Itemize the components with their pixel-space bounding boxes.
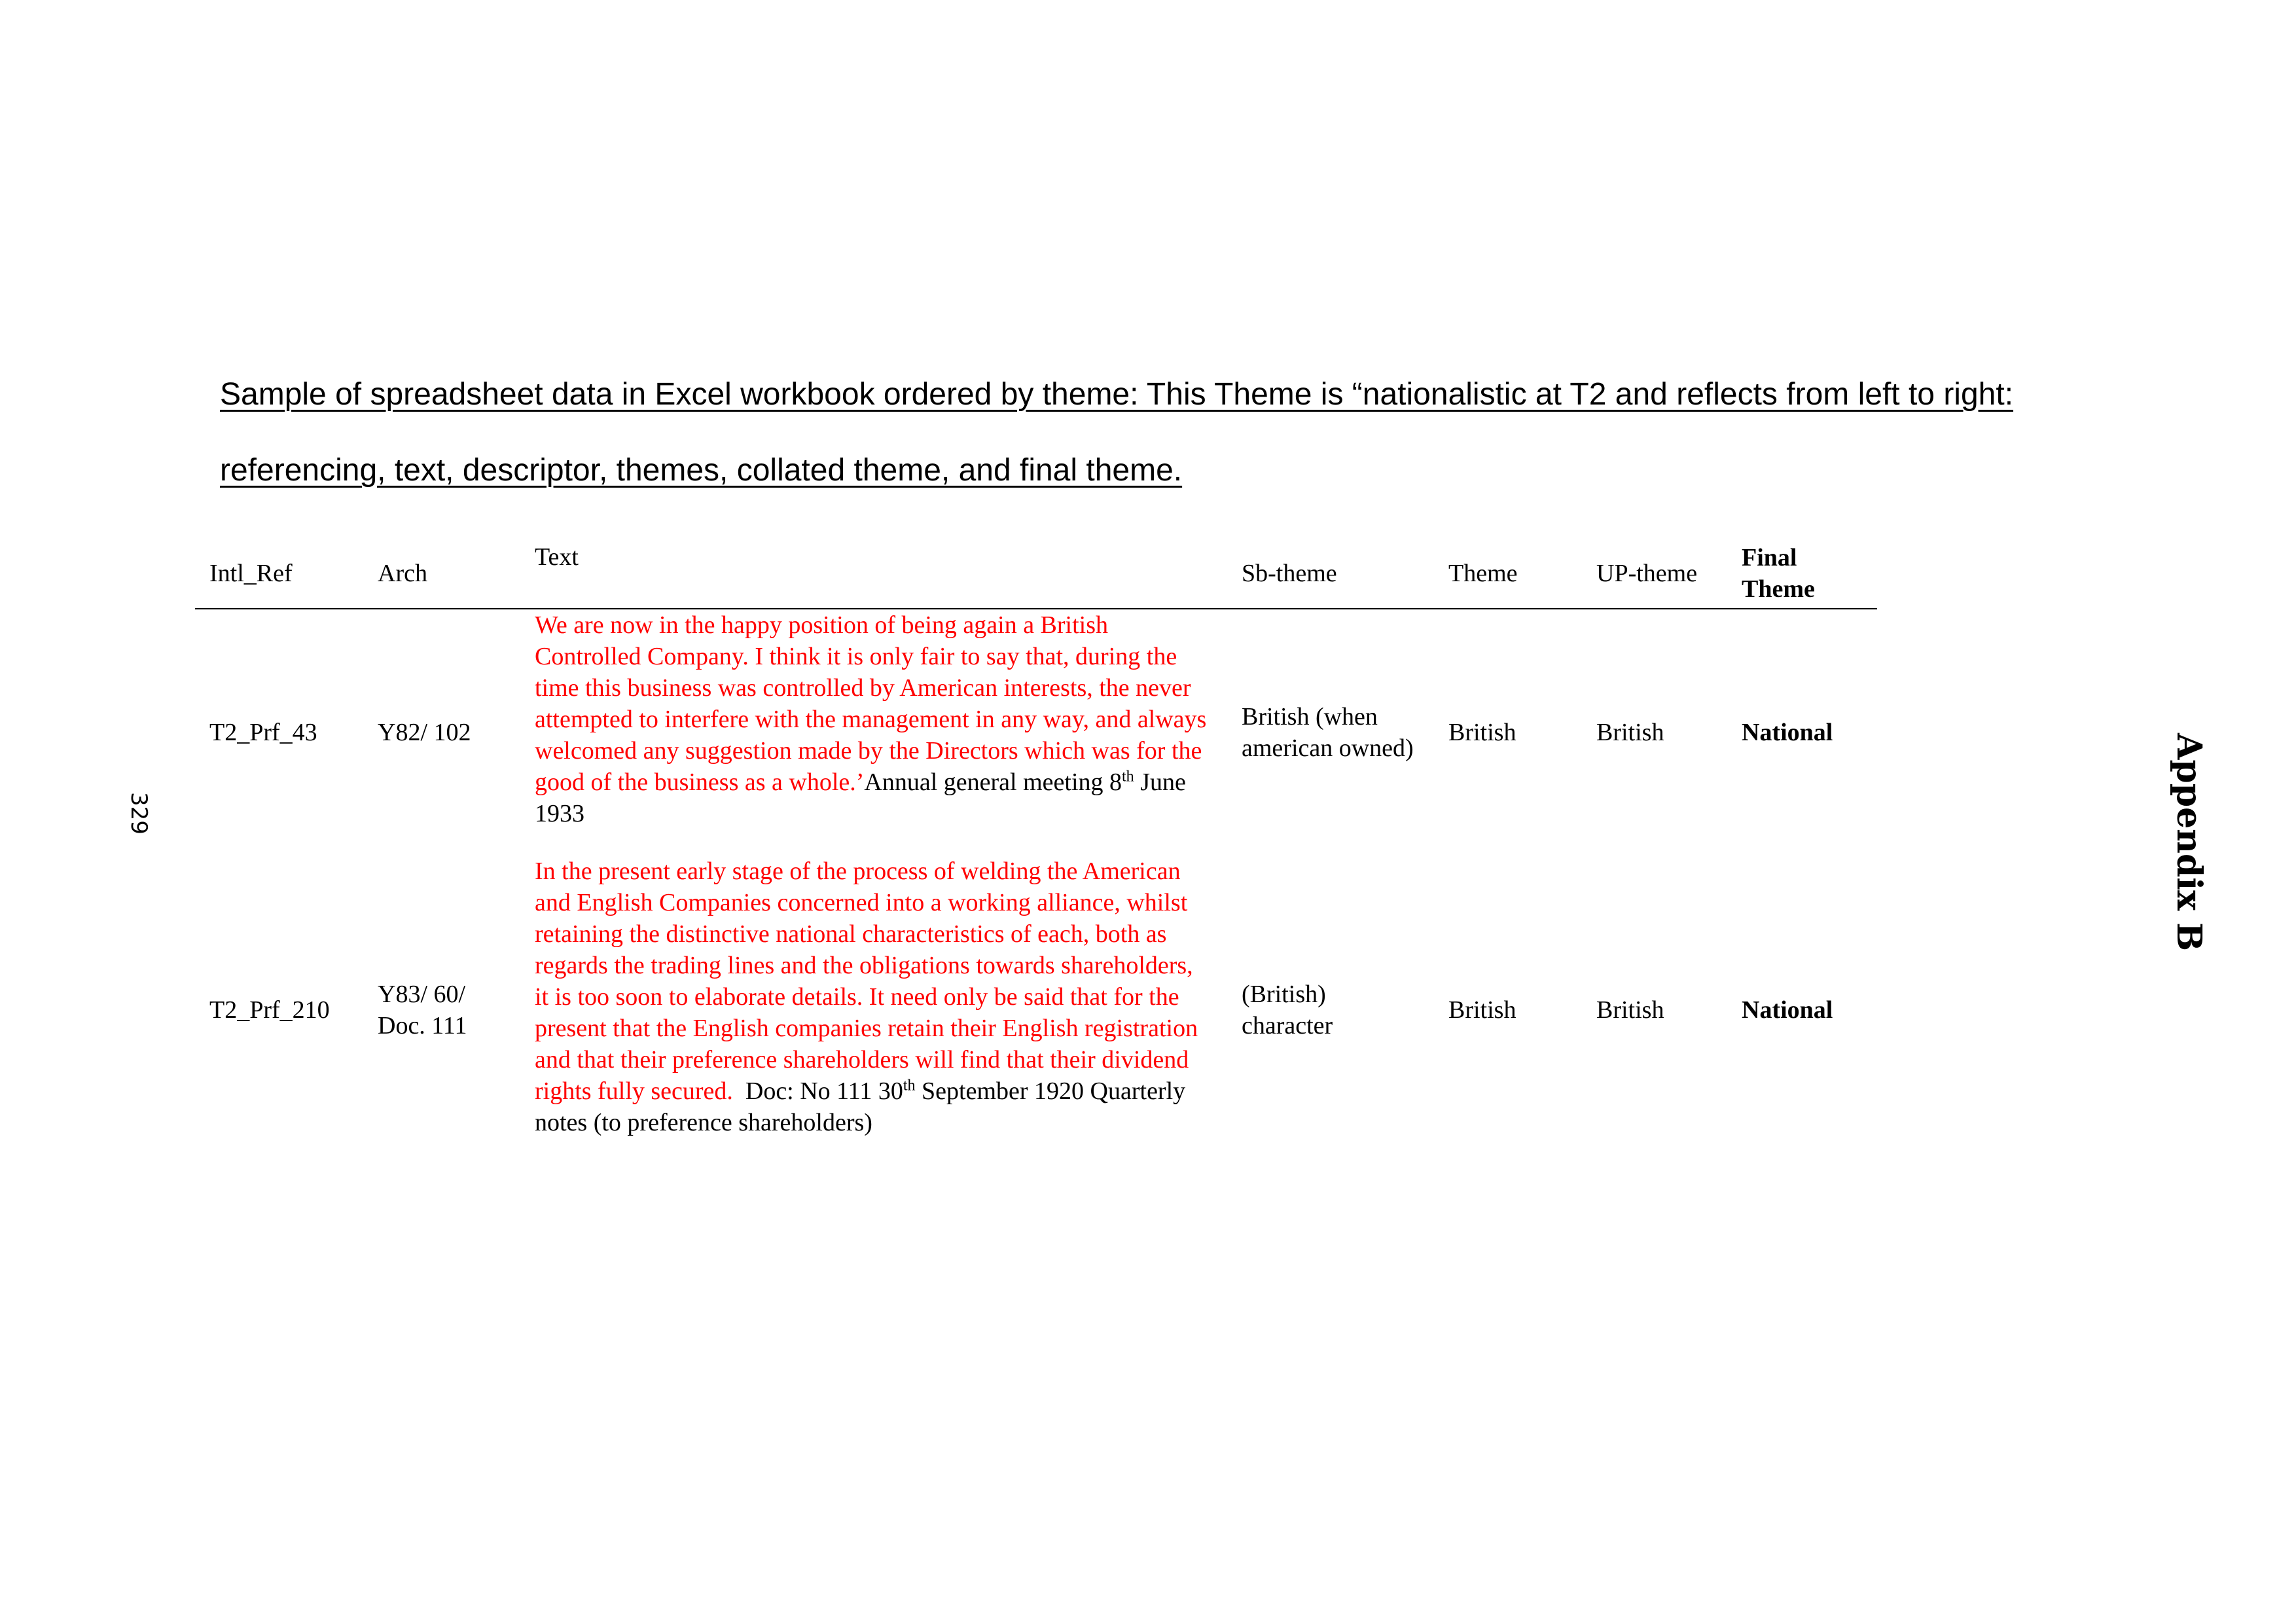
ordinal-suffix: th	[1122, 768, 1134, 785]
theme-table	[195, 533, 1877, 1164]
cell-text	[520, 609, 1227, 856]
col-header-final-theme	[1727, 533, 1877, 609]
col-header-sb-theme: Sb-theme	[1227, 533, 1434, 609]
table-row	[195, 609, 1877, 856]
cell-up-theme: British	[1596, 996, 1664, 1024]
cell-arch: Y82/ 102	[378, 719, 471, 746]
source-text: Doc: No 111 30	[732, 1077, 903, 1105]
page-number-text: 329	[126, 792, 152, 835]
heading-line-2: referencing, text, descriptor, themes, collated theme, and final theme.	[220, 453, 1183, 488]
col-header-text: Text	[520, 533, 1227, 609]
ordinal-suffix: th	[903, 1077, 916, 1094]
table-row	[195, 856, 1877, 1164]
source-text: Annual general meeting 8	[864, 768, 1122, 796]
col-header-intl-ref: Intl_Ref	[195, 533, 363, 609]
cell-text	[520, 856, 1227, 1164]
header-row	[195, 533, 1877, 609]
cell-theme: British	[1448, 719, 1516, 746]
cell-sb-theme: (British) character	[1242, 981, 1333, 1039]
cell-final-theme: National	[1742, 996, 1833, 1024]
document-heading	[220, 357, 2157, 509]
quote-text: In the present early stage of the process of welding the American and English Companies concerned into a working alliance, whilst retaining the distinctive national characteristics of each, both as regards the trading lines and the obligations towards shareholders, it is too soon to elaborate details. It need only be said that for the present that the English companies retain their English registration and that their preference shareholders will find that their dividend rights fully secured.	[535, 857, 1198, 1105]
cell-intl-ref: T2_Prf_43	[209, 719, 317, 746]
appendix-label-text: Appendix B	[2169, 733, 2209, 952]
cell-up-theme: British	[1596, 719, 1664, 746]
cell-sb-theme: British (when american owned)	[1242, 703, 1414, 762]
cell-theme: British	[1448, 996, 1516, 1024]
final-theme-header-line-2: Theme	[1742, 575, 1815, 603]
cell-intl-ref: T2_Prf_210	[209, 996, 330, 1024]
col-header-up-theme: UP-theme	[1582, 533, 1727, 609]
quote-text: We are now in the happy position of being again a British Controlled Company. I think it is only fair to say that, during the time this business was controlled by American interests, the never attempted to interfere with the management in any way, and always welcomed any suggestion made by the Directors which was for the good of the business as a whole.’	[535, 611, 1207, 796]
cell-final-theme: National	[1742, 719, 1833, 746]
final-theme-header-line-1: Final	[1742, 544, 1797, 571]
col-header-theme: Theme	[1434, 533, 1582, 609]
col-header-arch: Arch	[363, 533, 520, 609]
cell-arch: Y83/ 60/ Doc. 111	[378, 981, 467, 1039]
source-text-rest: June 1933	[535, 768, 1186, 827]
source-text-rest: September 1920 Quarterly notes (to preference shareholders)	[535, 1077, 1186, 1136]
heading-line-1: Sample of spreadsheet data in Excel workbook ordered by theme: This Theme is “nationalistic at T2 and reflects from left to right:	[220, 377, 2014, 412]
